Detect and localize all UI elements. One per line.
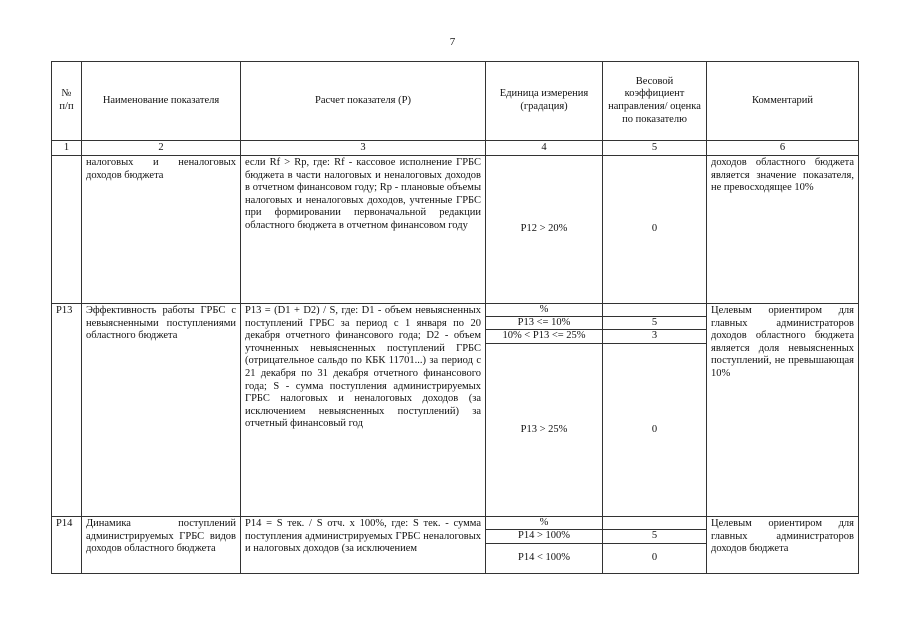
column-number: 6 <box>707 141 859 156</box>
table-row <box>52 156 859 304</box>
score-gradations <box>603 304 707 517</box>
column-number: 2 <box>82 141 241 156</box>
indicator-unit: P12 > 20% <box>486 156 603 304</box>
column-number: 5 <box>603 141 707 156</box>
indicator-score: 0 <box>603 156 707 304</box>
gradation-score: 0 <box>651 552 658 564</box>
gradation-level: P13 > 25% <box>520 423 568 435</box>
column-number: 1 <box>52 141 82 156</box>
page-number: 7 <box>449 36 456 48</box>
gradation-score: 0 <box>651 423 658 435</box>
unit-gradations <box>486 517 603 574</box>
header-row <box>52 62 859 141</box>
header-number: № п/п <box>52 62 82 141</box>
indicator-name: Динамика поступлений администрируемых ГРБС видов доходов областного бюджета <box>82 517 241 574</box>
row-number: P13 <box>52 304 82 517</box>
table-row <box>52 304 859 517</box>
gradation-score: 5 <box>603 530 706 544</box>
header-name: Наименование показателя <box>82 62 241 141</box>
column-number: 4 <box>486 141 603 156</box>
indicator-table <box>51 61 859 574</box>
row-number <box>52 156 82 304</box>
gradation-level: 10% < P13 <= 25% <box>486 330 602 344</box>
header-weight: Весовой коэффициент направления/ оценка по показателю <box>603 62 707 141</box>
gradation-score: 3 <box>603 330 706 344</box>
unit-gradations <box>486 304 603 517</box>
gradation-unit: % <box>486 304 602 317</box>
indicator-comment: Целевым ориентиром для главных администраторов доходов бюджета <box>707 517 859 574</box>
gradation-level: P14 > 100% <box>486 530 602 544</box>
gradation-score <box>603 304 706 317</box>
header-comment: Комментарий <box>707 62 859 141</box>
score-gradations <box>603 517 707 574</box>
indicator-name: налоговых и неналоговых доходов бюджета <box>82 156 241 304</box>
indicator-comment: Целевым ориентиром для главных администраторов доходов областного бюджета является доля невыясненных поступлений, не превышающая 10% <box>707 304 859 517</box>
table-row <box>52 517 859 574</box>
indicator-calculation: если Rf > Rp, где: Rf - кассовое исполнение ГРБС бюджета в части налоговых и неналоговых доходов в отчетном финансовом году; Rp - плановые объемы налоговых и неналоговых доходов, учтенные ГРБС при формировании первоначальной редакции областного бюджета в отчетном финансовом году <box>241 156 486 304</box>
indicator-calculation: P14 = S тек. / S отч. x 100%, где: S тек. - сумма поступления администрируемых ГРБС неналоговых и налоговых доходов (за исключением <box>241 517 486 574</box>
column-number: 3 <box>241 141 486 156</box>
gradation-level: P13 <= 10% <box>486 317 602 330</box>
gradation-level: P14 < 100% <box>517 552 570 564</box>
indicator-name: Эффективность работы ГРБС с невыясненными поступлениями областного бюджета <box>82 304 241 517</box>
row-number: P14 <box>52 517 82 574</box>
column-number-row <box>52 141 859 156</box>
gradation-score: 5 <box>603 317 706 330</box>
gradation-score <box>603 517 706 530</box>
header-calculation: Расчет показателя (P) <box>241 62 486 141</box>
indicator-comment: доходов областного бюджета является значение показателя, не превосходящее 10% <box>707 156 859 304</box>
indicator-calculation: P13 = (D1 + D2) / S, где: D1 - объем невыясненных поступлений ГРБС за период с 1 января по 20 декабря отчетного финансового года; D2 - объем уточненных невыясненных поступлений ГРБС (отрицательное сальдо по КБК 11701...) за период с 21 декабря по 31 декабря отчетного финансового года; S - сумма поступления администрируемых ГРБС налоговых и неналоговых доходов (за исключением невыясненных поступлений) за отчетный финансовый год <box>241 304 486 517</box>
header-unit: Единица измерения (градация) <box>486 62 603 141</box>
gradation-unit: % <box>486 517 602 530</box>
